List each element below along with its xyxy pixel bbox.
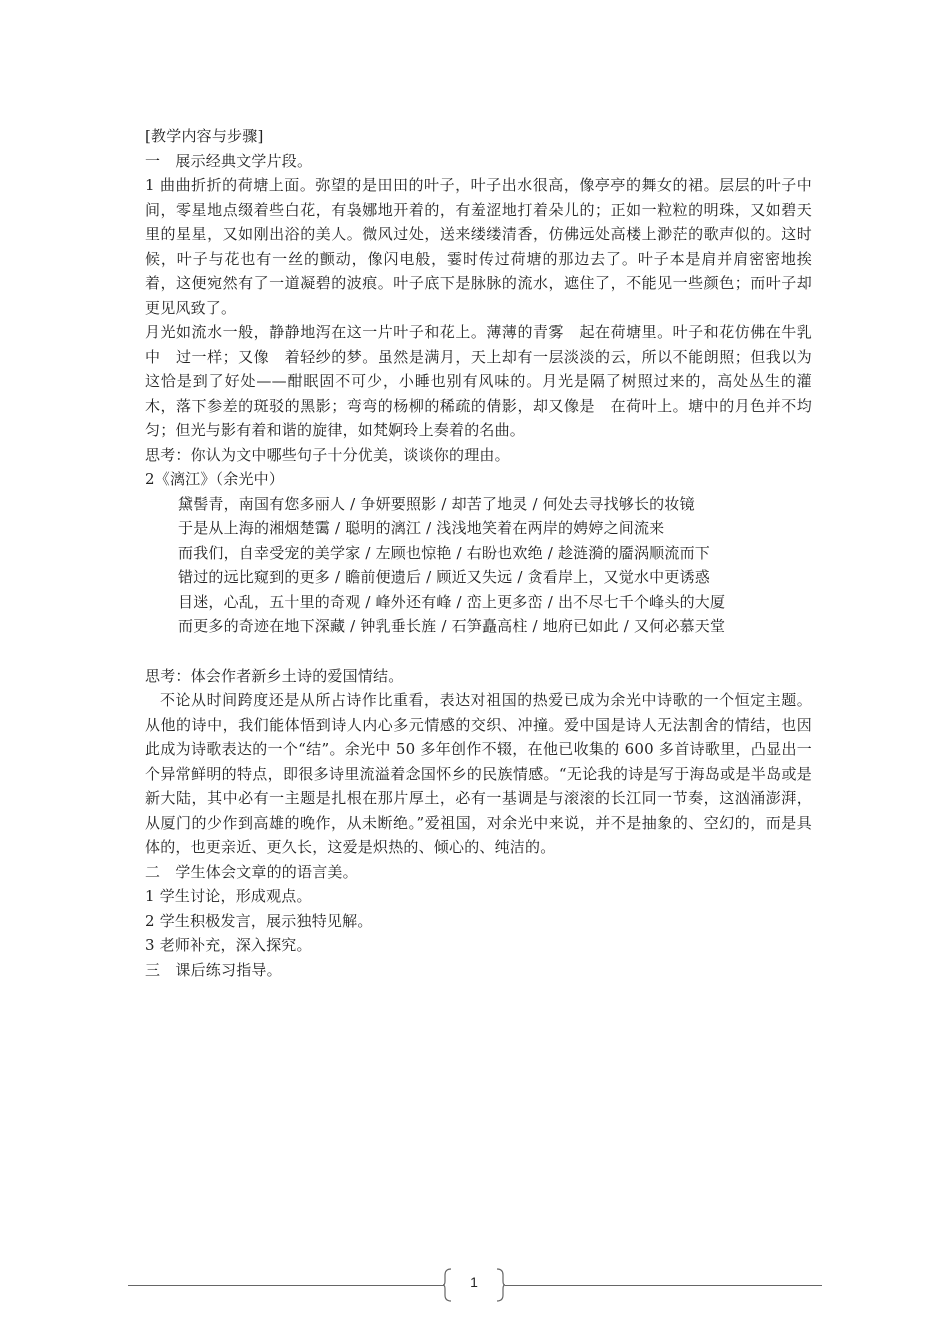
poem-line: 而我们，自幸受宠的美学家 / 左顾也惊艳 / 右盼也欢绝 / 趁涟漪的靥涡顺流而下 <box>178 543 710 562</box>
question-2: 思考：体会作者新乡土诗的爱国情结。 <box>145 666 404 685</box>
poem-line: 目迷，心乱，五十里的奇观 / 峰外还有峰 / 峦上更多峦 / 出不尽七千个峰头的大厦 <box>178 592 726 611</box>
page-number-frame <box>443 1268 505 1302</box>
blank-line <box>145 639 812 664</box>
document-body <box>145 124 812 982</box>
step-item: 1 学生讨论，形成观点。 <box>145 887 312 906</box>
footer-rule-right <box>505 1285 822 1286</box>
question-1: 思考：你认为文中哪些句子十分优美，谈谈你的理由。 <box>145 445 510 464</box>
excerpt-paragraph-1: 1 曲曲折折的荷塘上面。弥望的是田田的叶子，叶子出水很高，像亭亭的舞女的裙。层层的叶子中间，零星地点缀着些白花，有袅娜地开着的，有羞涩地打着朵儿的；正如一粒粒的明珠，又如碧天里的星星，又如刚出浴的美人。微风过处，送来缕缕清香，仿佛远处高楼上渺茫的歌声似的。这时候，叶子与花也有一丝的颤动，像闪电般，霎时传过荷塘的那边去了。叶子本是肩并肩密密地挨着，这便宛然有了一道凝碧的波痕。叶子底下是脉脉的流水，遮住了，不能见一些颜色；而叶子却更见风致了。 <box>145 176 812 317</box>
commentary-paragraph: 不论从时间跨度还是从所占诗作比重看，表达对祖国的热爱已成为余光中诗歌的一个恒定主题。从他的诗中，我们能体悟到诗人内心多元情感的交织、冲撞。爱中国是诗人无法割舍的情结，也因此成为诗歌表达的一个“结”。余光中 50 多年创作不辍，在他已收集的 600 多首诗歌里，凸显出一个异常鲜明的特点，即很多诗里流溢着念国怀乡的民族情感。“无论我的诗是写于海岛或是半岛或是新大陆，其中必有一主题是扎根在那片厚土，必有一基调是与滚滚的长江同一节奏，这汹涌澎湃，从厦门的少作到高雄的晚作，从未断绝。”爱祖国，对余光中来说，并不是抽象的、空幻的，而是具体的，也更亲近、更久长，这爱是炽热的、倾心的、纯洁的。 <box>145 691 812 857</box>
step-item: 2 学生积极发言，展示独特见解。 <box>145 911 373 930</box>
section-heading: [教学内容与步骤] <box>145 127 264 145</box>
poem-line: 黛髻青，南国有您多丽人 / 争妍要照影 / 却苦了地灵 / 何处去寻找够长的妆镜 <box>178 494 695 513</box>
section2-title: 二 学生体会文章的的语言美。 <box>145 862 358 881</box>
poem-line: 而更多的奇迹在地下深藏 / 钟乳垂长旌 / 石笋矗高柱 / 地府已如此 / 又何必慕天堂 <box>178 617 726 636</box>
section1-title: 一 展示经典文学片段。 <box>145 151 313 170</box>
poem-line: 于是从上海的湘烟楚霭 / 聪明的漓江 / 浅浅地笑着在两岸的娉婷之间流来 <box>178 519 665 538</box>
poem-line: 错过的远比窥到的更多 / 瞻前便遗后 / 顾近又失远 / 贪看岸上，又觉水中更诱惑 <box>178 568 710 587</box>
step-item: 3 老师补充，深入探究。 <box>145 936 312 955</box>
section3-title: 三 课后练习指导。 <box>145 960 282 979</box>
poem-title: 2《漓江》（余光中） <box>145 470 285 488</box>
excerpt-paragraph-2: 月光如流水一般，静静地泻在这一片叶子和花上。薄薄的青雾 起在荷塘里。叶子和花仿佛在牛乳中 过一样；又像 着轻纱的梦。虽然是满月，天上却有一层淡淡的云，所以不能朗照；但我以为这恰是到了好处——酣眠固不可少，小睡也别有风味的。月光是隔了树照过来的，高处丛生的灌木，落下参差的斑驳的黑影；弯弯的杨柳的稀疏的倩影，却又像是 在荷叶上。塘中的月色并不均匀；但光与影有着和谐的旋律，如梵婀玲上奏着的名曲。 <box>145 323 812 439</box>
footer-rule-left <box>128 1285 444 1286</box>
page-number: 1 <box>470 1274 478 1290</box>
